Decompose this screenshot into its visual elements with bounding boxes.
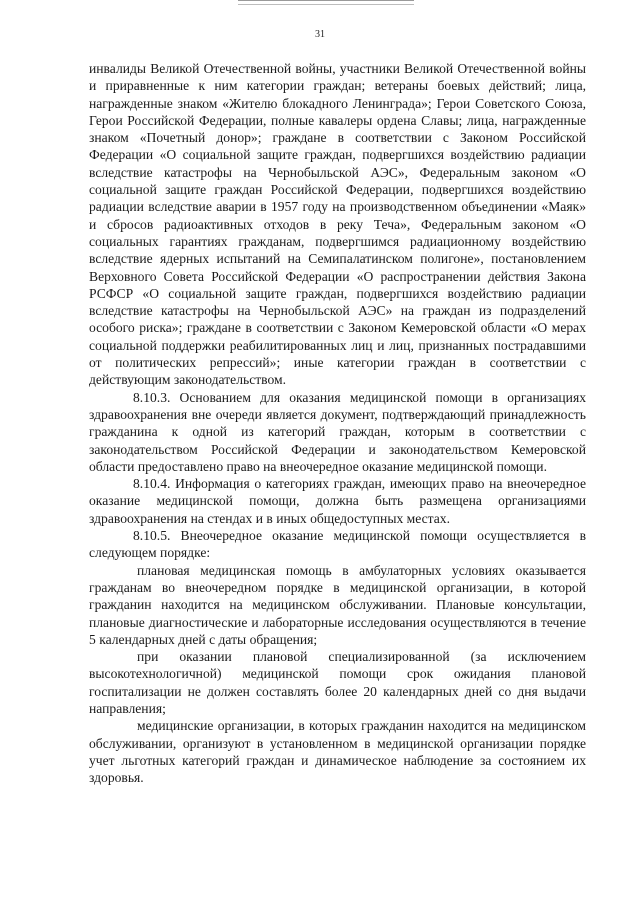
- paragraph-outpatient-care: плановая медицинская помощь в амбулаторных условиях оказывается гражданам во внеочередном порядке в медицинской организации, в которой гражданин находится на медицинском обслуживании. Плановые консультации, плановые диагностические и лабораторные исследования осуществляются в течение 5 календарных дней с даты обращения;: [89, 562, 586, 647]
- paragraph-medical-organizations: медицинские организации, в которых гражданин находится на медицинском обслуживании, организуют в установленном в медицинской организации порядке учет льготных категорий граждан и динамическое наблюдение за состоянием их здоровья.: [89, 718, 586, 786]
- document-body: [89, 60, 586, 786]
- top-rule: [238, 0, 414, 5]
- paragraph-8-10-5: 8.10.5. Внеочередное оказание медицинской помощи осуществляется в следующем порядке:: [89, 528, 586, 561]
- paragraph-8-10-4: 8.10.4. Информация о категориях граждан, имеющих право на внеочередное оказание медицинской помощи, должна быть размещена организациями здравоохранения на стендах и в иных общедоступных местах.: [89, 476, 586, 526]
- paragraph-continuation: инвалиды Великой Отечественной войны, участники Великой Отечественной войны и приравненные к ним категории граждан; ветераны боевых действий; лица, награжденные знаком «Жителю блокадного Ленинграда»; Герои Советского Союза, Герои Российской Федерации, полные кавалеры ордена Славы; лица, награжденные знаком «Почетный донор»; граждане в соответствии с Законом Российской Федерации «О социальной защите граждан, подвергшихся воздействию радиации вследствие катастрофы на Чернобыльской АЭС», Федеральным законом «О социальной защите граждан Российской Федерации, подвергшихся воздействию радиации вследствие аварии в 1957 году на производственном объединении «Маяк» и сбросов радиоактивных отходов в реку Теча», Федеральным законом «О социальных гарантиях гражданам, подвергшимся радиационному воздействию вследствие ядерных испытаний на Семипалатинском полигоне», постановлением Верховного Совета Российской Федерации «О распространении действия Закона РСФСР «О социальной защите граждан, подвергшихся воздействию радиации вследствие катастрофы на Чернобыльской АЭС» на граждан из подразделений особого риска»; граждане в соответствии с Законом Кемеровской области «О мерах социальной поддержки реабилитированных лиц и лиц, признанных пострадавшими от политических репрессий»; иные категории граждан в соответствии с действующим законодательством.: [89, 61, 586, 388]
- paragraph-8-10-3: 8.10.3. Основанием для оказания медицинской помощи в организациях здравоохранения вне очереди является документ, подтверждающий принадлежность гражданина к одной из категорий граждан, которым в соответствии с законодательством Российской Федерации и законодательством Кемеровской области предоставлено право на внеочередное оказание медицинской помощи.: [89, 389, 586, 474]
- page-number: 31: [315, 29, 325, 40]
- paragraph-specialized-care: при оказании плановой специализированной (за исключением высокотехнологичной) медицинской помощи срок ожидания плановой госпитализации не должен составлять более 20 календарных дней со дня выдачи направления;: [89, 649, 586, 716]
